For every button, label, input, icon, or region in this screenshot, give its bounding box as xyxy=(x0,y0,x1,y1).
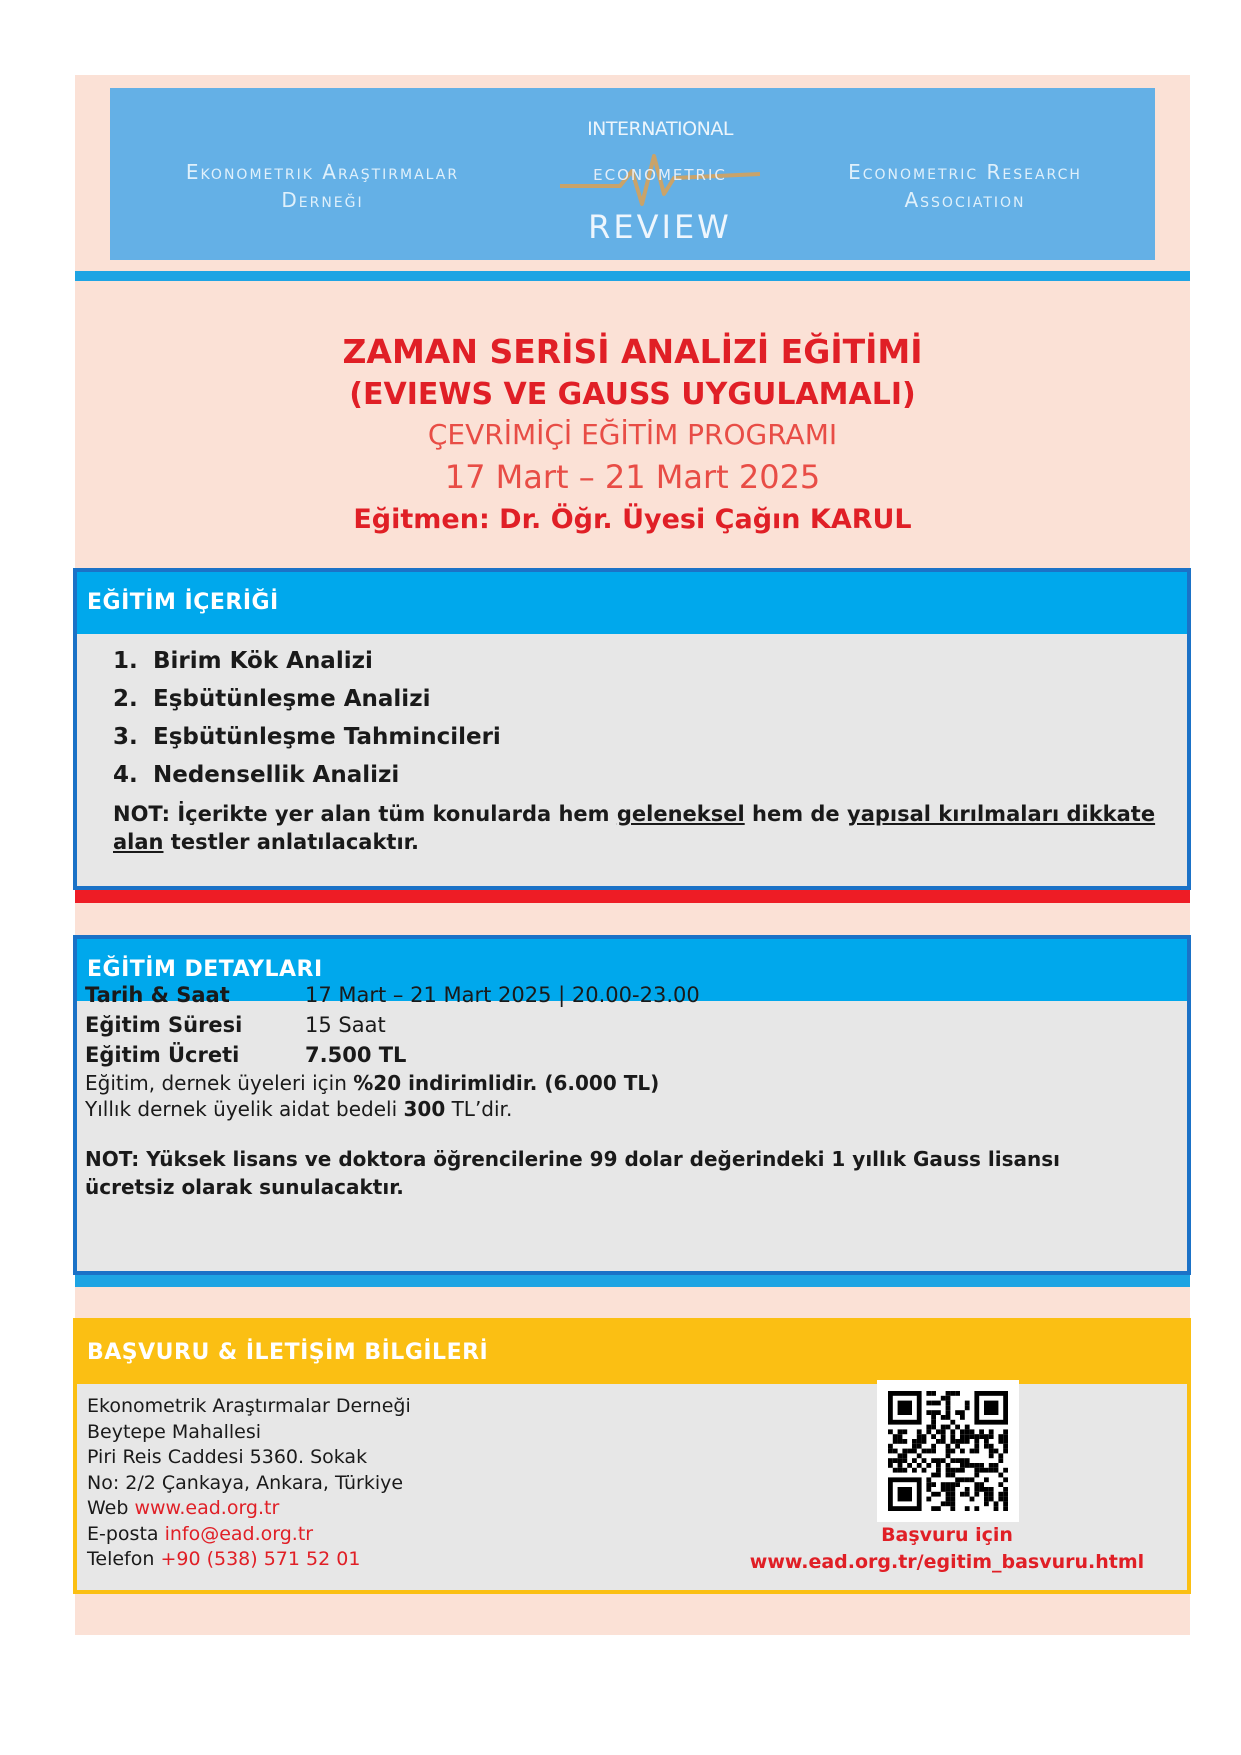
org-name-turkish xyxy=(150,158,495,214)
instructor: Eğitmen: Dr. Öğr. Üyesi Çağın KARUL xyxy=(353,504,912,535)
org-tr-line1: Ekonometrik Araştırmalar xyxy=(185,160,460,184)
web-link[interactable]: www.ead.org.tr xyxy=(134,1497,280,1519)
list-item: 2. Eşbütünleşme Analizi xyxy=(113,686,431,712)
web-line: Web www.ead.org.tr xyxy=(87,1497,280,1519)
contact-heading: BAŞVURU & İLETİŞİM BİLGİLERİ xyxy=(77,1322,1187,1384)
list-item: 3. Eşbütünleşme Tahmincileri xyxy=(113,724,501,750)
blue-divider xyxy=(75,271,1190,281)
membership-line: Yıllık dernek üyelik aidat bedeli 300 TL’dir. xyxy=(85,1097,513,1121)
logo-mid-text: ECONOMETRIC xyxy=(593,166,727,184)
phone-line: Telefon +90 (538) 571 52 01 xyxy=(87,1548,361,1570)
contact-section xyxy=(73,1318,1191,1594)
content-heading: EĞİTİM İÇERİĞİ xyxy=(77,572,1187,634)
org-en-line1: Econometric Research xyxy=(848,160,1082,184)
org-name-english xyxy=(810,158,1120,214)
list-item: 4. Nedensellik Analizi xyxy=(113,762,400,788)
content-section xyxy=(73,568,1191,890)
program-type: ÇEVRİMİÇİ EĞİTİM PROGRAMI xyxy=(427,418,838,451)
fee-row: Eğitim Ücreti 7.500 TL xyxy=(85,1043,407,1067)
subtitle: (EVIEWS VE GAUSS UYGULAMALI) xyxy=(349,377,916,412)
apply-label: Başvuru için xyxy=(881,1524,1013,1546)
header-banner xyxy=(110,88,1155,260)
list-item: 1. Birim Kök Analizi xyxy=(113,648,373,674)
apply-info xyxy=(727,1522,1167,1576)
qr-code[interactable] xyxy=(877,1380,1019,1522)
flyer-page xyxy=(75,75,1190,1635)
email-line: E-posta info@ead.org.tr xyxy=(87,1522,314,1545)
content-note: NOT: İçerikte yer alan tüm konularda hem geleneksel hem de yapısal kırılmaları dikkate alan testler anlatılacaktır. xyxy=(113,802,1156,854)
logo-top-text: INTERNATIONAL xyxy=(587,118,733,140)
program-dates: 17 Mart – 21 Mart 2025 xyxy=(444,458,821,496)
main-title: ZAMAN SERİSİ ANALİZİ EĞİTİMİ xyxy=(342,332,923,371)
title-block xyxy=(75,330,1190,540)
date-row: Tarih & Saat 17 Mart – 21 Mart 2025 | 20.00-23.00 xyxy=(85,983,700,1007)
blue-divider-bottom xyxy=(75,1275,1190,1287)
phone-link[interactable]: +90 (538) 571 52 01 xyxy=(160,1548,361,1570)
email-link[interactable]: info@ead.org.tr xyxy=(164,1522,314,1545)
org-tr-line2: Derneği xyxy=(281,188,364,212)
apply-link[interactable]: www.ead.org.tr/egitim_basvuru.html xyxy=(749,1551,1145,1573)
topic-list xyxy=(77,634,1187,794)
discount-line: Eğitim, dernek üyeleri için %20 indirimlidir. (6.000 TL) xyxy=(85,1071,660,1095)
qr-code-icon xyxy=(888,1391,1008,1511)
address-block: Ekonometrik Araştırmalar Derneği Beytepe Mahallesi Piri Reis Caddesi 5360. Sokak No: 2/2 Çankaya, Ankara, Türkiye Web www.ead.org.tr E-posta info@ead.org.tr Telefon +90 (538) 571 52 01 xyxy=(87,1394,411,1573)
details-heading: EĞİTİM DETAYLARI xyxy=(77,939,1187,1001)
red-divider xyxy=(75,890,1190,903)
review-logo xyxy=(560,116,760,256)
org-en-line2: Association xyxy=(904,188,1026,212)
logo-bottom-text: REVIEW xyxy=(588,208,732,246)
duration-row: Eğitim Süresi 15 Saat xyxy=(85,1013,386,1037)
gauss-note: NOT: Yüksek lisans ve doktora öğrencilerine 99 dolar değerindeki 1 yıllık Gauss lisansı ücretsiz olarak sunulacaktır. xyxy=(85,1147,1061,1199)
